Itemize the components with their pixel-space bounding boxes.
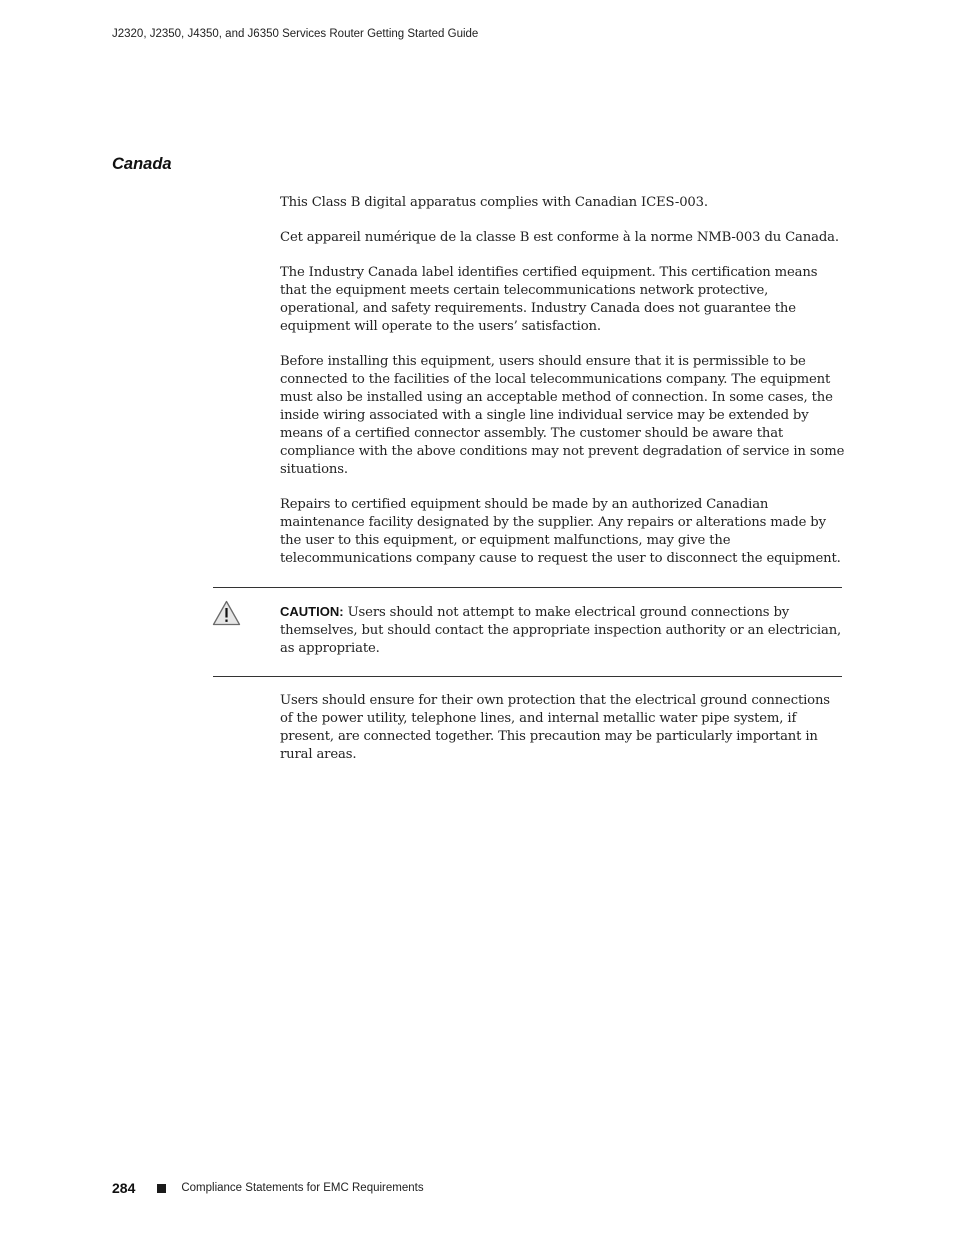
page-number: 284 [112, 1180, 136, 1196]
caution-note [280, 603, 846, 658]
page-footer [112, 1179, 424, 1197]
caution-top-rule [213, 587, 842, 588]
footer-bullet-square [157, 1184, 166, 1193]
section-heading: Canada [112, 155, 172, 173]
caution-text: Users should not attempt to make electrical ground connections by themselves, but should contact the appropriate inspection authority or an electrician, as appropriate. [280, 605, 842, 656]
paragraph-ices: This Class B digital apparatus complies with Canadian ICES-003. [280, 195, 708, 210]
warning-triangle-icon [212, 600, 241, 626]
paragraph-repairs: Repairs to certified equipment should be made by an authorized Canadian maintenance facility designated by the supplier. Any repairs or alterations made by the user to this equipment, or equipment malfunctions, may give the telecommunications company cause to request the user to disconnect the equipment. [280, 497, 841, 566]
caution-label: CAUTION: [280, 604, 344, 619]
footer-section-title: Compliance Statements for EMC Requirements [181, 1182, 424, 1194]
caution-bottom-rule [213, 676, 842, 677]
paragraph-industry-canada-label: The Industry Canada label identifies certified equipment. This certification means that the equipment meets certain telecommunications network protective, operational, and safety requirements. Industry Canada does not guarantee the equipment will operate to the users’ satisfaction. [280, 265, 818, 334]
paragraph-grounding: Users should ensure for their own protection that the electrical ground connections of the power utility, telephone lines, and internal metallic water pipe system, if present, are connected together. This precaution may be particularly important in rural areas. [280, 693, 830, 762]
paragraph-nmb: Cet appareil numérique de la classe B est conforme à la norme NMB-003 du Canada. [280, 230, 839, 245]
paragraph-installation: Before installing this equipment, users should ensure that it is permissible to be connected to the facilities of the local telecommunications company. The equipment must also be installed using an acceptable method of connection. In some cases, the inside wiring associated with a single line individual service may be extended by means of a certified connector assembly. The customer should be aware that compliance with the above conditions may not prevent degradation of service in some situations. [280, 354, 845, 477]
running-header: J2320, J2350, J4350, and J6350 Services Router Getting Started Guide [112, 28, 479, 40]
